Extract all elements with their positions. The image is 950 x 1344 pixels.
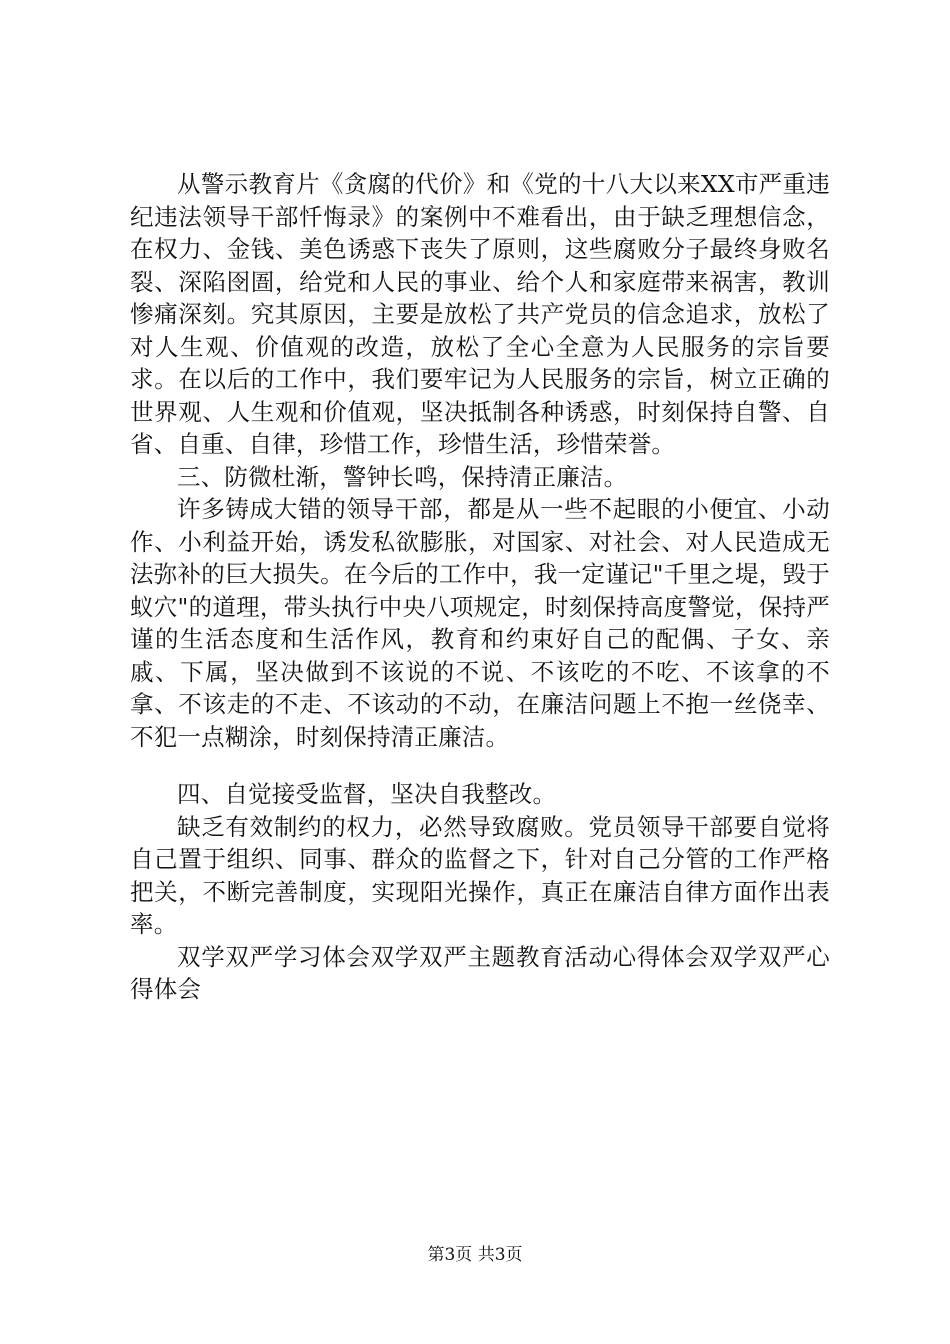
page-number-footer: 第3页 共3页 bbox=[427, 1245, 523, 1265]
paragraph-supervision: 缺乏有效制约的权力，必然导致腐败。党员领导干部要自觉将自己置于组织、同事、群众的监督之下，针对自己分管的工作严格把关，不断完善制度，实现阳光操作，真正在廉洁自律方面作出表率。 bbox=[130, 812, 830, 938]
document-body bbox=[130, 168, 830, 1006]
heading-section-three: 三、防微杜渐，警钟长鸣，保持清正廉洁。 bbox=[177, 462, 628, 491]
paragraph-keywords: 双学双严学习体会双学双严主题教育活动心得体会双学双严心得体会 bbox=[130, 942, 830, 1003]
heading-section-four: 四、自觉接受监督，坚决自我整改。 bbox=[177, 780, 557, 808]
paragraph-warning-education: 从警示教育片《贪腐的代价》和《党的十八大以来XX市严重违纪违法领导干部忏悔录》的案例中不难看出，由于缺乏理想信念，在权力、金钱、美色诱惑下丧失了原则，这些腐败分子最终身败名裂、深陷囹圄，给党和人民的事业、给个人和家庭带来祸害，教训惨痛深刻。究其原因，主要是放松了共产党员的信念追求，放松了对人生观、价值观的改造，放松了全心全意为人民服务的宗旨要求。在以后的工作中，我们要牢记为人民服务的宗旨，树立正确的世界观、人生观和价值观，坚决抵制各种诱惑，时刻保持自警、自省、自重、自律，珍惜工作，珍惜生活，珍惜荣誉。 bbox=[130, 170, 830, 458]
paragraph-prevention: 许多铸成大错的领导干部，都是从一些不起眼的小便宜、小动作、小利益开始，诱发私欲膨胀，对国家、对社会、对人民造成无法弥补的巨大损失。在今后的工作中，我一定谨记"千里之堤，毁于蚁穴"的道理，带头执行中央八项规定，时刻保持高度警觉，保持严谨的生活态度和生活作风，教育和约束好自己的配偶、子女、亲戚、下属，坚决做到不该说的不说、不该吃的不吃、不该拿的不拿、不该走的不走、不该动的不动，在廉洁问题上不抱一丝侥幸、不犯一点糊涂，时刻保持清正廉洁。 bbox=[130, 495, 830, 751]
